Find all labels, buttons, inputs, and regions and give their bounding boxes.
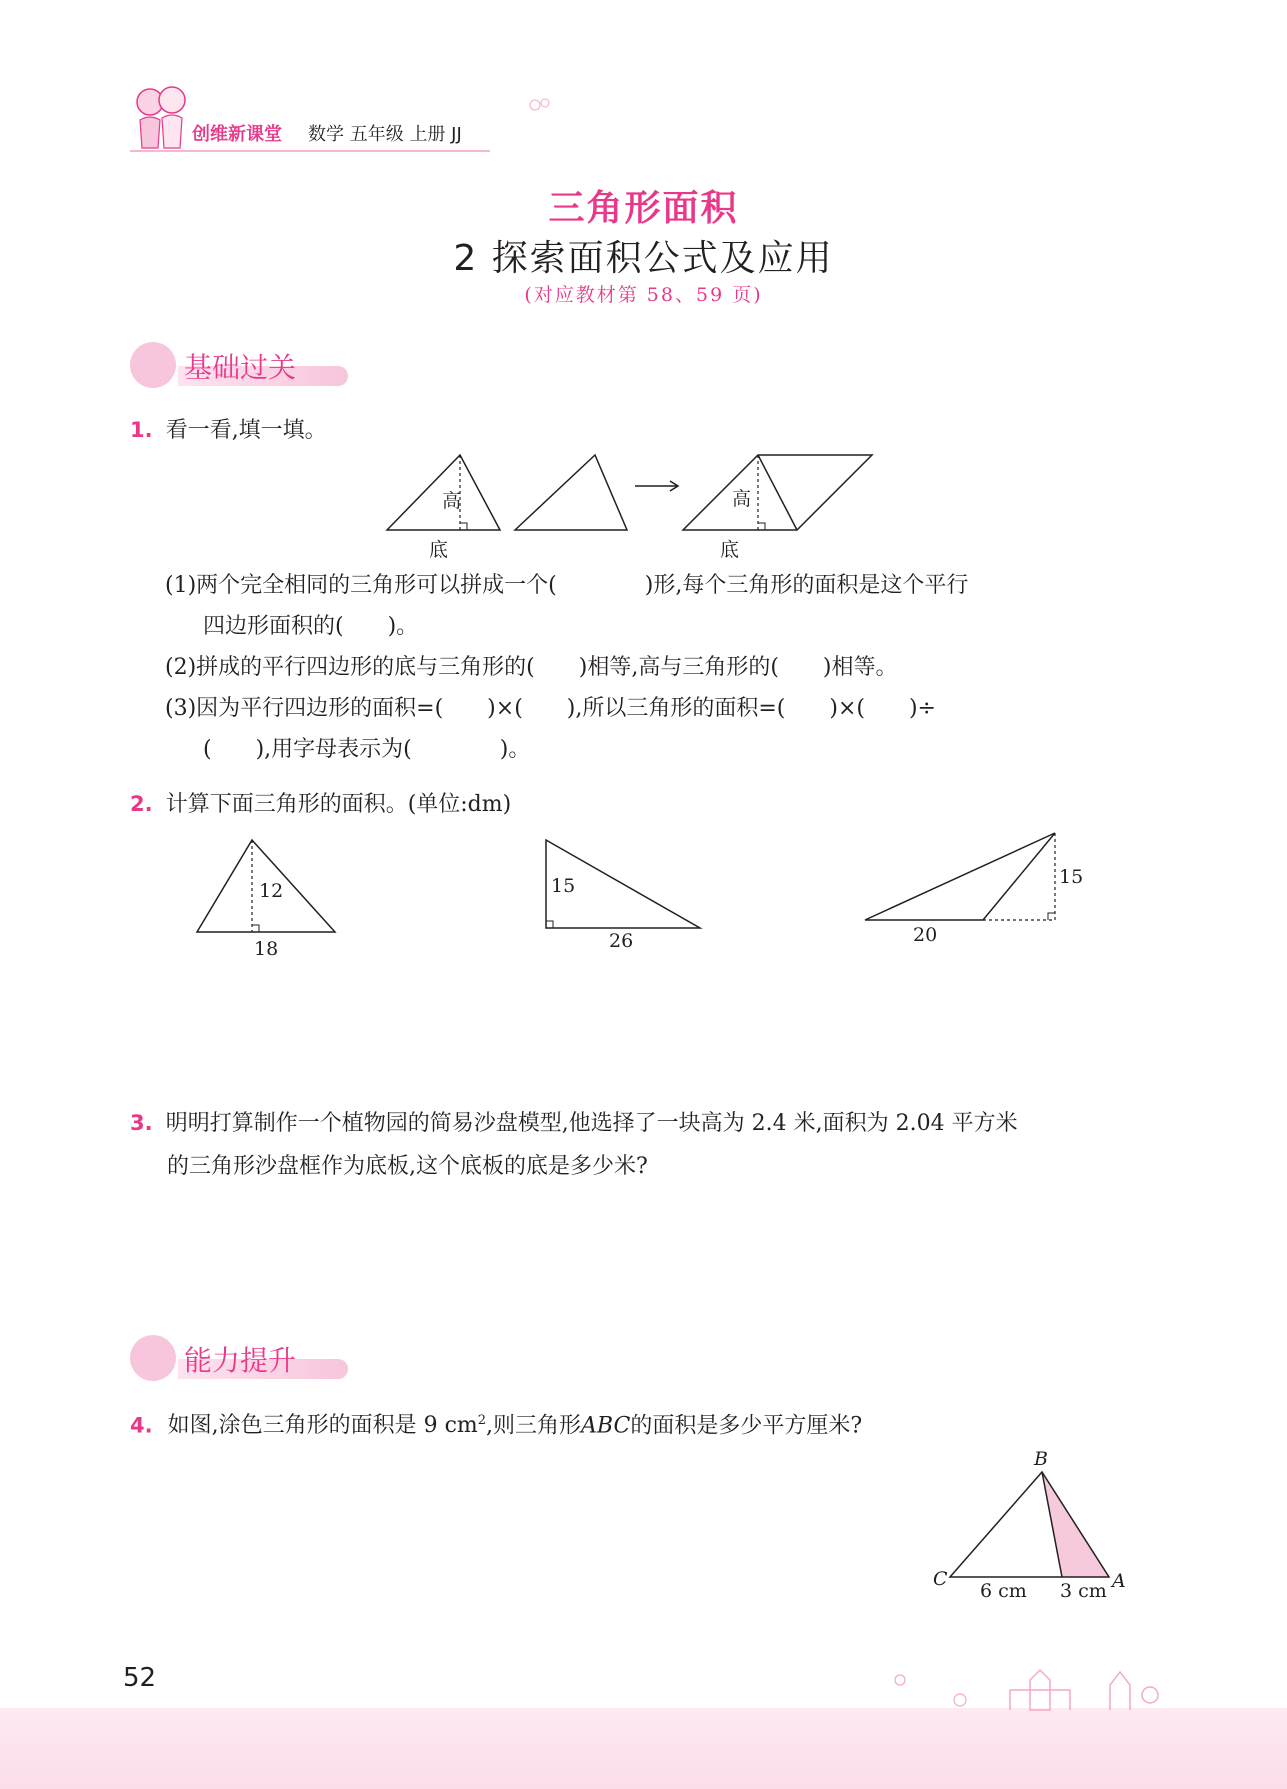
right-angle-mark xyxy=(460,523,467,530)
q4-figure xyxy=(940,1462,1120,1592)
question-4 xyxy=(130,1400,862,1447)
tri3-height: 15 xyxy=(1059,866,1084,888)
q4-stem-a: 如图,涂色三角形的面积是 9 cm xyxy=(167,1413,478,1439)
right-angle-mark xyxy=(758,523,765,530)
question-number: 3. xyxy=(130,1111,153,1135)
castle-decoration-icon xyxy=(880,1650,1180,1720)
series-name: 创维新课堂 xyxy=(192,124,282,145)
tri2-height: 15 xyxy=(551,875,576,897)
segment-6cm: 6 cm xyxy=(980,1580,1027,1602)
q3-line-2: 的三角形沙盘框作为底板,这个底板的底是多少米? xyxy=(167,1154,648,1179)
section-label: 能力提升 xyxy=(184,1344,297,1377)
section-label: 基础过关 xyxy=(184,351,297,384)
question-2 xyxy=(130,784,511,826)
page-header xyxy=(130,80,550,155)
q1-line-3: (2)拼成的平行四边形的底与三角形的( )相等,高与三角形的( )相等。 xyxy=(165,655,898,680)
question-number: 1. xyxy=(130,418,153,442)
page-number: 52 xyxy=(123,1663,157,1693)
q3-line-1: 明明打算制作一个植物园的简易沙盘模型,他选择了一块高为 2.4 米,面积为 2.04 平方米 xyxy=(165,1111,1018,1136)
q4-stem-sup: 2 xyxy=(477,1413,487,1428)
vertex-a: A xyxy=(1112,1570,1126,1592)
right-angle-mark xyxy=(252,925,259,932)
label-base: 底 xyxy=(720,539,740,561)
question-1 xyxy=(130,410,327,452)
subject-info: 数学 五年级 上册 JJ xyxy=(308,124,462,145)
tri3-base: 20 xyxy=(913,924,938,946)
section-badge-icon xyxy=(130,342,176,388)
triangle-copy xyxy=(515,455,627,530)
label-height: 高 xyxy=(442,490,462,512)
question-stem: 看一看,填一填。 xyxy=(165,418,327,443)
vertex-c: C xyxy=(933,1568,948,1590)
q4-stem-italic: ABC xyxy=(581,1413,631,1439)
q2-figures xyxy=(190,830,1150,965)
lesson-title: 2 探索面积公式及应用 xyxy=(453,238,834,279)
right-angle-mark xyxy=(546,921,553,928)
tri1-base: 18 xyxy=(254,938,279,960)
vertex-b: B xyxy=(1034,1448,1048,1470)
header-rule xyxy=(130,150,490,152)
question-3 xyxy=(130,1103,1018,1145)
label-base: 底 xyxy=(429,539,449,561)
question-stem: 计算下面三角形的面积。(单位:dm) xyxy=(165,792,512,817)
tri2-base: 26 xyxy=(609,930,634,952)
diagonal-line xyxy=(758,455,797,530)
q1-line-1: (1)两个完全相同的三角形可以拼成一个( )形,每个三角形的面积是这个平行 xyxy=(165,573,969,598)
q4-stem-b: ,则三角形 xyxy=(486,1413,582,1439)
q1-line-5: ( ),用字母表示为( )。 xyxy=(203,737,531,762)
q1-line-2: 四边形面积的( )。 xyxy=(203,614,419,639)
tri1-height: 12 xyxy=(259,880,284,902)
question-number: 2. xyxy=(130,792,153,816)
label-height: 高 xyxy=(732,488,752,510)
unit-title: 三角形面积 xyxy=(548,188,739,229)
footer-band xyxy=(0,1708,1287,1789)
right-angle-mark xyxy=(1048,913,1055,920)
segment-3cm: 3 cm xyxy=(1060,1580,1107,1602)
q4-stem-c: 的面积是多少平方厘米? xyxy=(630,1413,863,1439)
textbook-reference: (对应教材第 58、59 页) xyxy=(524,284,763,306)
q1-line-4: (3)因为平行四边形的面积=( )×( ),所以三角形的面积=( )×( )÷ xyxy=(165,696,936,721)
section-badge-icon xyxy=(130,1335,176,1381)
triangle-3 xyxy=(865,833,1055,920)
kids-mascot-icon xyxy=(130,80,190,155)
flower-decoration-icon xyxy=(525,95,555,115)
question-number: 4. xyxy=(130,1413,153,1438)
